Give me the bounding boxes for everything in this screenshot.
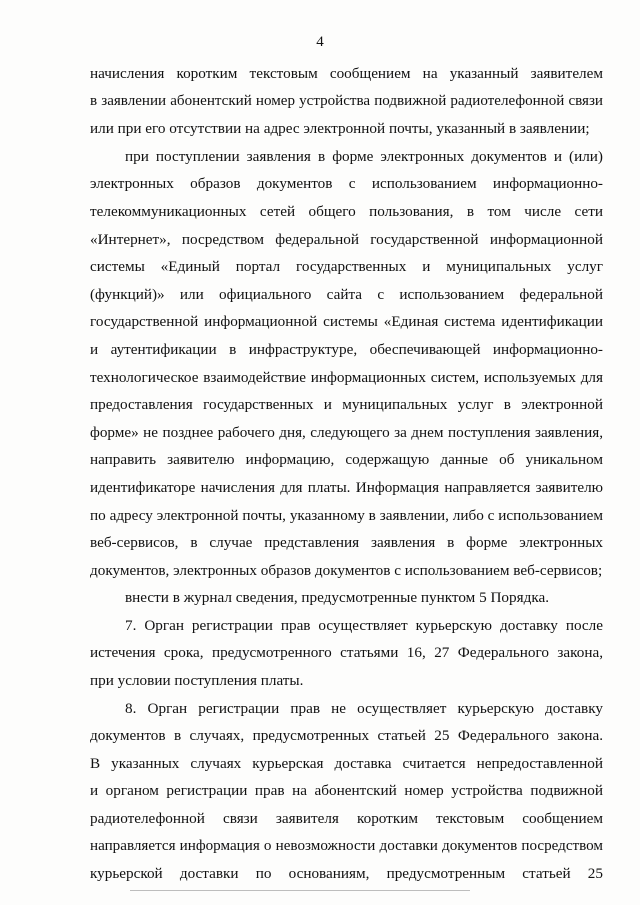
text-line: документов, электронных образов документов с использованием веб-сервисов; xyxy=(90,561,603,579)
text-line: или при его отсутствии на адрес электронной почты, указанный в заявлении; xyxy=(90,120,590,138)
text-line: веб-сервисов, в случае представления заявления в форме электронных xyxy=(90,534,603,552)
text-line: идентификаторе начисления для платы. Информация направляется заявителю xyxy=(90,478,603,496)
text-line: внести в журнал сведения, предусмотренные пунктом 5 Порядка. xyxy=(125,589,550,607)
text-line: государственной информационной системы «Единая система идентификации xyxy=(90,313,603,331)
text-line: при поступлении заявления в форме электронных документов и (или) xyxy=(125,147,603,165)
text-line: и органом регистрации прав на абонентский номер устройства подвижной xyxy=(90,782,603,800)
text-line: электронных образов документов с использованием информационно- xyxy=(90,175,603,193)
text-line: 8. Орган регистрации прав не осуществляет курьерскую доставку xyxy=(125,699,603,717)
text-line: начисления коротким текстовым сообщением на указанный заявителем xyxy=(90,65,603,82)
text-line: истечения срока, предусмотренного статьями 16, 27 Федерального закона, xyxy=(90,644,603,662)
paragraph-3 xyxy=(90,584,603,612)
text-line: «Интернет», посредством федеральной государственной информационной xyxy=(90,230,603,248)
text-line: 7. Орган регистрации прав осуществляет курьерскую доставку после xyxy=(125,616,603,634)
paragraph-4 xyxy=(90,612,603,695)
text-line: технологическое взаимодействие информационных систем, используемых для xyxy=(90,368,603,386)
text-line: предоставления государственных и муниципальных услуг в электронной xyxy=(90,396,603,414)
text-line: форме» не позднее рабочего дня, следующего за днем поступления заявления, xyxy=(90,423,603,441)
text-line: телекоммуникационных сетей общего пользования, в том числе сети xyxy=(90,202,603,220)
text-line: В указанных случаях курьерская доставка считается непредоставленной xyxy=(90,754,603,772)
text-line: системы «Единый портал государственных и муниципальных услуг xyxy=(90,258,603,276)
text-line: направить заявителю информацию, содержащую данные об уникальном xyxy=(90,451,603,469)
text-line: курьерской доставки по основаниям, предусмотренным статьей 25 xyxy=(90,865,603,883)
document-body xyxy=(90,60,603,888)
text-line: направляется информация о невозможности доставки документов посредством xyxy=(90,837,603,854)
text-line: по адресу электронной почты, указанному в заявлении, либо с использованием xyxy=(90,506,603,524)
text-line: и аутентификации в инфраструктуре, обеспечивающей информационно- xyxy=(90,340,603,358)
scan-edge-divider xyxy=(130,890,470,891)
text-line: (функций)» или официального сайта с использованием федеральной xyxy=(90,285,603,303)
page-number: 4 xyxy=(316,34,324,50)
text-line: при условии поступления платы. xyxy=(90,672,304,690)
paragraph-1 xyxy=(90,60,603,143)
paragraph-5 xyxy=(90,695,603,888)
paragraph-2 xyxy=(90,143,603,585)
text-line: документов в случаях, предусмотренных статьей 25 Федерального закона. xyxy=(90,727,603,745)
text-line: радиотелефонной связи заявителя коротким текстовым сообщением xyxy=(90,810,603,828)
text-line: в заявлении абонентский номер устройства подвижной радиотелефонной связи xyxy=(90,92,603,109)
